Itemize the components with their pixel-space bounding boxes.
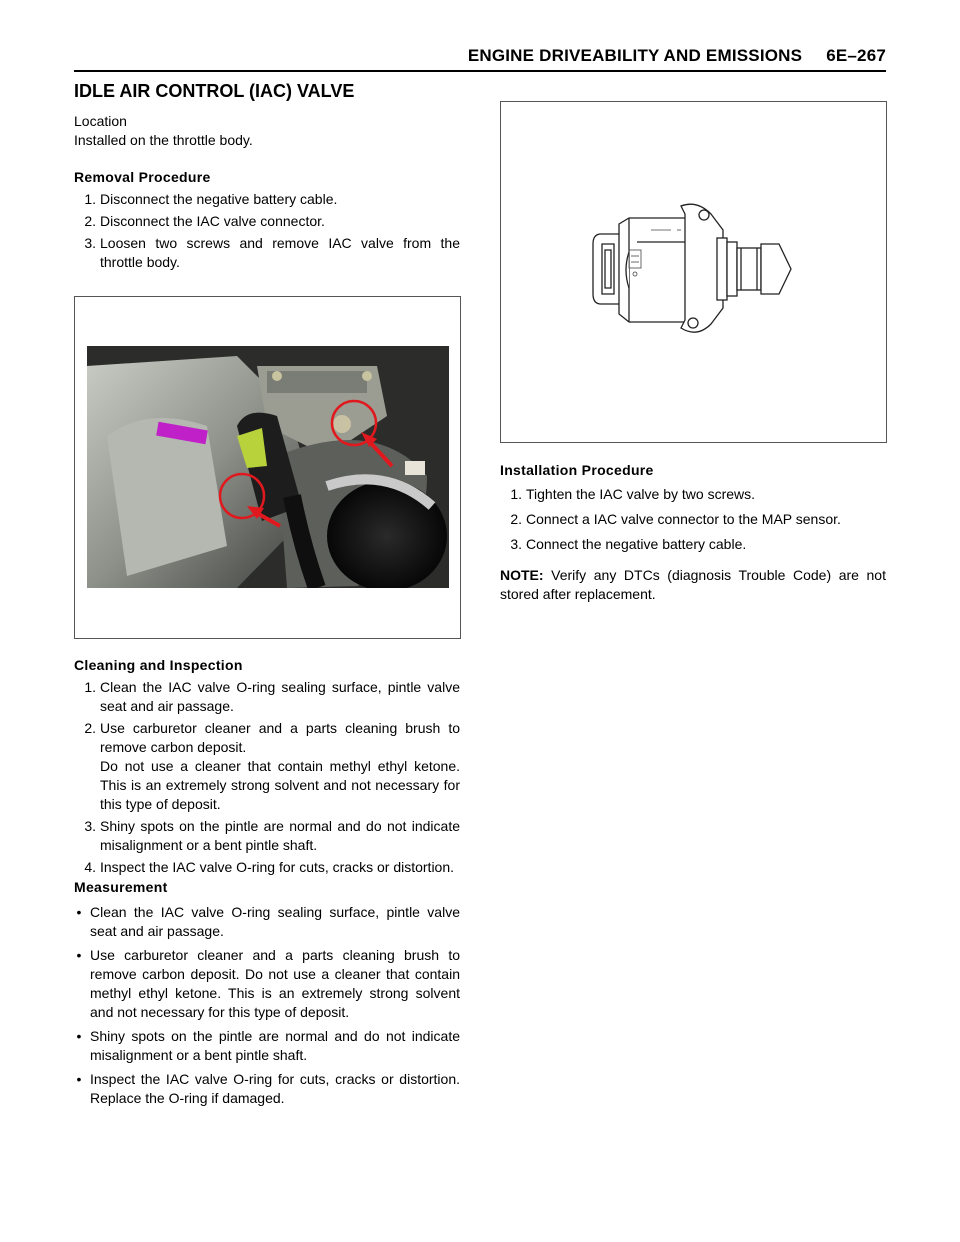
removal-steps [74, 190, 460, 272]
page-header [74, 44, 886, 74]
installation-heading: Installation Procedure [500, 462, 654, 478]
list-item: 2. Connect a IAC valve connector to the MAP sensor. [510, 511, 841, 527]
list-item: • Shiny spots on the pintle are normal and do not indicate misalignment or a bent pintle shaft. [76, 1028, 460, 1063]
location-heading: Location [74, 113, 127, 129]
list-item: 3. Loosen two screws and remove IAC valve from the throttle body. [84, 235, 460, 270]
iac-valve-drawing [501, 102, 886, 442]
note-paragraph [500, 566, 886, 604]
installation-steps [500, 485, 886, 554]
list-item: • Use carburetor cleaner and a parts cleaning brush to remove carbon deposit. Do not use a cleaner that contain methyl ethyl ketone. This is an extremely strong solvent and not necessary for this type of deposit. [76, 947, 460, 1020]
note-label: NOTE: [500, 567, 544, 583]
removal-heading: Removal Procedure [74, 169, 211, 185]
right-column [500, 461, 886, 604]
list-item: 2. Disconnect the IAC valve connector. [84, 213, 325, 229]
pintle-tip [761, 244, 791, 294]
engine-photo-illustration [87, 346, 449, 588]
list-item: • Inspect the IAC valve O-ring for cuts, cracks or distortion. Replace the O-ring if damaged. [76, 1071, 460, 1106]
cleaning-heading: Cleaning and Inspection [74, 657, 243, 673]
measurement-heading: Measurement [74, 879, 168, 895]
note-text: Verify any DTCs (diagnosis Trouble Code) are not stored after replacement. [500, 567, 886, 602]
throttle-body-photo [87, 346, 449, 588]
list-item: 2. Use carburetor cleaner and a parts cleaning brush to remove carbon deposit. Do not use a cleaner that contain methyl ethyl ketone. This is an extremely strong solvent and not necessary for this type of deposit. [84, 720, 460, 812]
list-item: 4. Inspect the IAC valve O-ring for cuts, cracks or distortion. [84, 859, 455, 875]
location-text: Installed on the throttle body. [74, 132, 253, 148]
cleaning-step-2-caution: Do not use a cleaner that contain methyl ethyl ketone. This is an extremely strong solvent and not necessary for this type of deposit. [100, 758, 460, 812]
list-item: 1. Tighten the IAC valve by two screws. [510, 486, 756, 502]
throttle-body-photo-figure [74, 296, 461, 639]
left-column-top [74, 112, 460, 275]
list-item: 3. Shiny spots on the pintle are normal and do not indicate misalignment or a bent pintle shaft. [84, 818, 460, 853]
measurement-items [74, 903, 460, 1108]
section-title: IDLE AIR CONTROL (IAC) VALVE [74, 81, 355, 101]
list-item: • Clean the IAC valve O-ring sealing surface, pintle valve seat and air passage. [76, 904, 460, 939]
header-title [468, 46, 886, 66]
list-item: 1. Disconnect the negative battery cable. [84, 191, 338, 207]
list-item: 1. Clean the IAC valve O-ring sealing surface, pintle valve seat and air passage. [84, 679, 460, 714]
header-rule [74, 70, 886, 72]
manual-section-title: ENGINE DRIVEABILITY AND EMISSIONS [467, 46, 803, 65]
page-number: 6E–267 [826, 46, 886, 65]
cleaning-steps [74, 678, 460, 877]
list-item: 3. Connect the negative battery cable. [510, 536, 747, 552]
iac-valve-drawing-figure [500, 101, 887, 443]
left-column-bottom [74, 656, 460, 1113]
